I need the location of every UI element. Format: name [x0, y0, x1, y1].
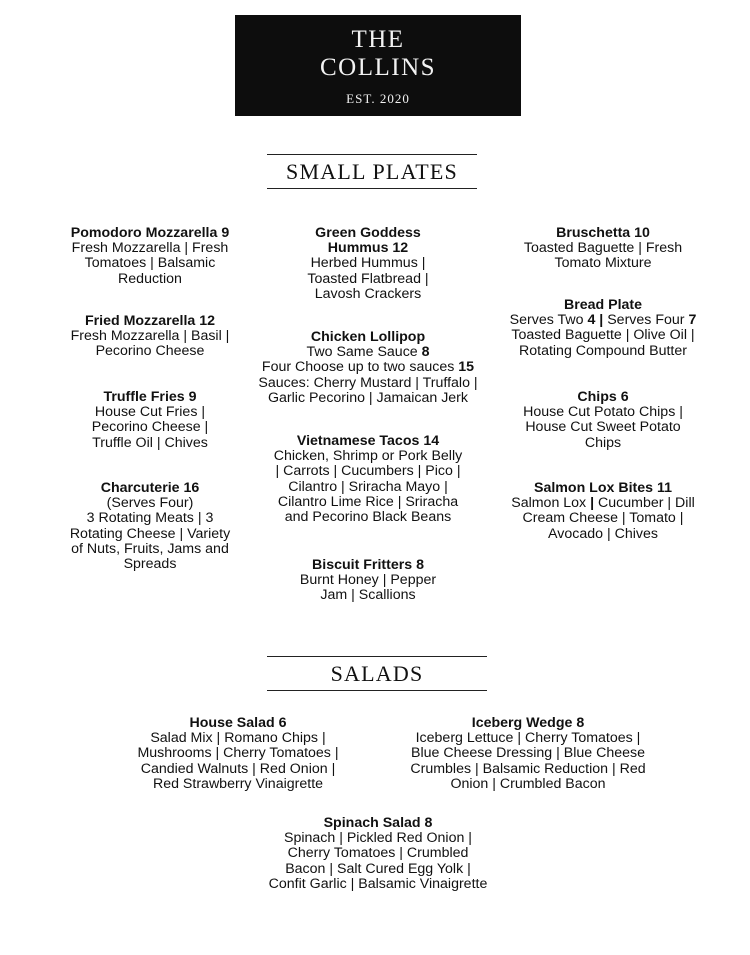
item-desc-line: Cherry Tomatoes | Crumbled: [287, 845, 469, 862]
menu-item-truffle-fries: [45, 390, 255, 451]
item-desc-line: Rotating Compound Butter: [519, 342, 687, 359]
item-desc-line: Chicken, Shrimp or Pork Belly: [273, 448, 463, 465]
item-option-price: 4: [587, 312, 596, 329]
item-desc-line: Toasted Baguette | Olive Oil |: [511, 327, 695, 344]
item-title: Pomodoro Mozzarella 9: [70, 225, 230, 241]
item-desc-line: Confit Garlic | Balsamic Vinaigrette: [268, 875, 488, 892]
menu-item-spinach-salad: [248, 816, 508, 892]
item-desc-line: Blue Cheese Dressing | Blue Cheese: [411, 745, 645, 762]
item-title: Salmon Lox Bites 11: [534, 480, 672, 496]
item-desc-line: Jam | Scallions: [320, 587, 416, 604]
item-desc-line: Toasted Flatbread |: [307, 270, 429, 287]
item-title: Chips 6: [577, 389, 629, 405]
item-desc-line: Cilantro Lime Rice | Sriracha: [277, 493, 459, 510]
item-desc-line: Reduction: [118, 270, 182, 287]
logo-line-2: COLLINS: [319, 54, 437, 81]
small-plates-heading: SMALL PLATES: [267, 154, 477, 189]
menu-item-pomodoro-mozzarella: [45, 226, 255, 287]
item-title: Charcuterie 16: [100, 480, 200, 496]
item-desc-line: and Pecorino Black Beans: [284, 509, 452, 526]
item-separator: |: [595, 312, 608, 329]
logo-established: EST. 2020: [346, 91, 410, 106]
item-desc-line: Pecorino Cheese: [95, 343, 205, 360]
menu-item-salmon-lox-bites: [498, 481, 708, 542]
item-option-text: Two Same Sauce: [306, 344, 422, 361]
item-title: Bread Plate: [563, 297, 643, 313]
item-desc-line: Sauces: Cherry Mustard | Truffalo |: [258, 374, 478, 391]
item-desc-line: Toasted Baguette | Fresh: [523, 240, 683, 257]
item-desc-line: Tomatoes | Balsamic: [84, 255, 216, 272]
item-desc-part: Cucumber | Dill: [594, 495, 695, 512]
salads-heading: SALADS: [267, 656, 487, 691]
menu-item-charcuterie: [40, 481, 260, 572]
logo-line-1: THE: [351, 26, 405, 53]
menu-item-biscuit-fritters: [268, 558, 468, 604]
item-separator: |: [590, 495, 595, 512]
item-desc-line: Fresh Mozzarella | Fresh: [71, 240, 229, 257]
item-desc-line: Onion | Crumbled Bacon: [450, 775, 606, 792]
item-option-price: 7: [688, 312, 697, 329]
item-desc-line: Iceberg Lettuce | Cherry Tomatoes |: [415, 730, 641, 747]
item-desc-line: Crumbles | Balsamic Reduction | Red: [410, 760, 646, 777]
item-desc-line: Bacon | Salt Cured Egg Yolk |: [285, 860, 471, 877]
item-desc-line: Spinach | Pickled Red Onion |: [284, 830, 472, 847]
item-desc-line: Candied Walnuts | Red Onion |: [140, 760, 336, 777]
item-desc-line: (Serves Four): [106, 495, 194, 512]
item-desc-line: House Cut Potato Chips |: [523, 404, 683, 421]
menu-item-house-salad: [118, 716, 358, 792]
item-desc-line: Rotating Cheese | Variety: [69, 525, 231, 542]
item-option-text: Four Choose up to two sauces: [261, 359, 459, 376]
item-title: Biscuit Fritters 8: [312, 557, 424, 573]
item-desc-line: Fresh Mozzarella | Basil |: [70, 328, 230, 345]
item-title: Chicken Lollipop: [310, 329, 426, 345]
item-desc-line: Cilantro | Sriracha Mayo |: [288, 478, 448, 495]
item-desc-line: Garlic Pecorino | Jamaican Jerk: [267, 389, 469, 406]
item-desc-part: Salmon Lox: [511, 495, 591, 512]
item-desc-line: Chips: [584, 434, 622, 451]
item-desc-line: | Carrots | Cucumbers | Pico |: [275, 463, 461, 480]
menu-item-vietnamese-tacos: [253, 434, 483, 525]
item-desc-line: [498, 313, 708, 328]
item-title: House Salad 6: [189, 715, 287, 731]
menu-item-iceberg-wedge: [393, 716, 663, 792]
item-desc-line: Spreads: [123, 556, 177, 573]
item-desc-line: Cream Cheese | Tomato |: [522, 510, 684, 527]
item-option-price: 15: [458, 359, 475, 376]
item-desc-line: Lavosh Crackers: [314, 285, 422, 302]
menu-item-green-goddess-hummus: [248, 226, 488, 302]
item-title: Fried Mozzarella 12: [84, 313, 216, 329]
item-option-text: Serves Four: [607, 312, 689, 329]
item-desc-line: Avocado | Chives: [548, 525, 658, 542]
item-option-price: 8: [421, 344, 430, 361]
item-title: Green Goddess: [315, 225, 421, 241]
item-desc-line: [243, 345, 493, 360]
item-title: Truffle Fries 9: [103, 389, 197, 405]
item-desc-line: Mushrooms | Cherry Tomatoes |: [137, 745, 339, 762]
menu-item-fried-mozzarella: [45, 314, 255, 360]
item-desc-line: [243, 360, 493, 375]
item-title: Vietnamese Tacos 14: [296, 433, 440, 449]
item-desc-line: Herbed Hummus |: [310, 255, 426, 272]
item-desc-line: Salad Mix | Romano Chips |: [150, 730, 326, 747]
item-title: Spinach Salad 8: [323, 815, 433, 831]
item-desc-line: House Cut Fries |: [94, 404, 206, 421]
item-desc-line: Red Strawberry Vinaigrette: [152, 775, 324, 792]
item-title: Iceberg Wedge 8: [471, 715, 585, 731]
item-title: Hummus 12: [327, 240, 409, 257]
item-desc-line: Truffle Oil | Chives: [92, 434, 208, 451]
restaurant-logo: [235, 15, 521, 116]
item-desc-line: Tomato Mixture: [554, 255, 652, 272]
menu-item-bruschetta: [498, 226, 708, 272]
item-title: Bruschetta 10: [556, 225, 650, 241]
item-desc-line: Pecorino Cheese |: [91, 419, 209, 436]
item-desc-line: House Cut Sweet Potato: [525, 419, 681, 436]
item-desc-line: Burnt Honey | Pepper: [299, 572, 437, 589]
menu-item-chips: [498, 390, 708, 451]
item-option-text: Serves Two: [509, 312, 588, 329]
menu-item-chicken-lollipop: [243, 330, 493, 406]
item-desc-line: [498, 496, 708, 511]
item-desc-line: of Nuts, Fruits, Jams and: [71, 540, 229, 557]
item-desc-line: 3 Rotating Meats | 3: [86, 510, 214, 527]
menu-item-bread-plate: [498, 298, 708, 359]
